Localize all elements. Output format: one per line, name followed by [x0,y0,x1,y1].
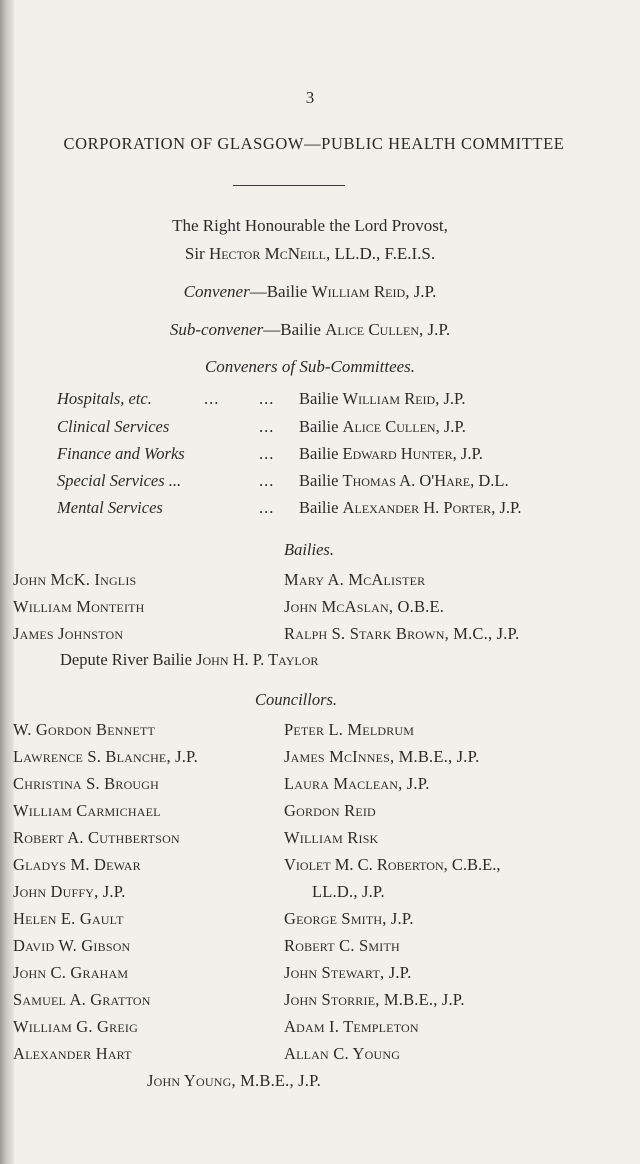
convener-name: William Reid [342,389,436,408]
convener-suffix: , J.P. [435,417,466,436]
page-spine-shadow [0,0,14,1164]
leader-dots: ... [204,389,220,408]
provost-line-1: The Right Honourable the Lord Provost, [172,216,448,235]
convener-suffix: , J.P. [491,498,522,517]
councillor-name: Allan C. Young [284,1044,401,1063]
councillor-name: W. Gordon Bennett [13,720,156,739]
councillor-name: Gordon Reid [284,801,376,820]
convener-line [0,282,620,302]
councillor-name: Alexander Hart [13,1044,132,1063]
councillor-name: William Carmichael [13,801,161,820]
convener-prefix: —Bailie [249,282,312,301]
leader-dots: ... [259,444,275,463]
bailie-name: John McAslan, O.B.E. [284,597,445,616]
bailie-title: Bailie [299,471,343,490]
conveners-heading: Conveners of Sub-Committees. [204,357,416,376]
provost-title: Sir [184,244,209,263]
provost-name: Hector McNeill [208,244,326,263]
bailie-name: James Johnston [13,624,124,643]
councillor-name: Lawrence S. Blanche, J.P. [13,747,198,766]
councillor-name: John Storrie, M.B.E., J.P. [284,990,465,1009]
councillor-name: Samuel A. Gratton [13,990,151,1009]
sub-convener-role: Sub-convener [169,320,264,339]
bailies-heading: Bailies. [284,540,334,559]
councillor-name: John Stewart, J.P. [284,963,412,982]
convener-suffix: , J.P. [452,444,483,463]
convener-suffix: , J.P. [435,389,466,408]
sub-convener-prefix: —Bailie [263,320,326,339]
councillor-name: John C. Graham [13,963,129,982]
sub-convener-name: Alice Cullen [325,320,419,339]
bailie-title: Bailie [299,444,343,463]
sub-committee-convener [299,471,509,491]
depute-name: John H. P. Taylor [196,650,319,669]
councillor-name: Peter L. Meldrum [284,720,415,739]
depute-river-bailie [60,650,318,670]
bailie-name: Mary A. McAlister [284,570,426,589]
councillor-name: David W. Gibson [13,936,131,955]
councillor-name: James McInnes, M.B.E., J.P. [284,747,480,766]
councillor-name: Christina S. Brough [13,774,160,793]
bailie-title: Bailie [299,498,343,517]
sub-committee-label: Clinical Services [57,417,170,436]
convener-suffix: , D.L. [470,471,509,490]
bailie-title: Bailie [299,389,343,408]
councillor-name: William G. Greig [13,1017,138,1036]
councillor-name: Robert C. Smith [284,936,400,955]
committee-title: CORPORATION OF GLASGOW—PUBLIC HEALTH COMMITTEE [63,134,565,153]
convener-name: Alice Cullen [342,417,436,436]
councillor-name: Adam I. Templeton [284,1017,419,1036]
councillor-name: Helen E. Gault [13,909,124,928]
sub-committee-convener [299,498,521,518]
convener-name: Alexander H. Porter [342,498,492,517]
sub-committee-label: Hospitals, etc. [57,389,152,408]
bailie-name: John McK. Inglis [13,570,137,589]
convener-role: Convener [183,282,250,301]
sub-committee-label: Finance and Works [57,444,185,463]
councillor-name: Laura Maclean, J.P. [284,774,430,793]
convener-suffix: , J.P. [405,282,437,301]
bailie-name: William Monteith [13,597,145,616]
convener-name: Edward Hunter [342,444,453,463]
councillor-name: William Risk [284,828,379,847]
sub-committee-label: Special Services ... [57,471,182,490]
convener-name: William Reid [311,282,406,301]
page-number: 3 [305,88,315,107]
councillor-name: John Duffy, J.P. [13,882,126,901]
leader-dots: ... [259,498,275,517]
sub-convener-suffix: , J.P. [419,320,451,339]
councillor-name: Gladys M. Dewar [13,855,141,874]
convener-name: Thomas A. O'Hare [342,471,471,490]
sub-committee-convener [299,444,483,464]
bailie-title: Bailie [299,417,343,436]
leader-dots: ... [259,389,275,408]
leader-dots: ... [259,471,275,490]
sub-committee-label: Mental Services [57,498,163,517]
provost-qualifications: , LL.D., F.E.I.S. [325,244,436,263]
councillor-name: George Smith, J.P. [284,909,414,928]
depute-title: Depute River Bailie [60,650,197,669]
title-divider [233,185,345,186]
sub-committee-convener [299,389,466,409]
bailie-name: Ralph S. Stark Brown, M.C., J.P. [284,624,520,643]
sub-convener-line [0,320,620,340]
councillor-name-continued: LL.D., J.P. [312,882,385,901]
councillors-heading: Councillors. [255,690,338,709]
leader-dots: ... [259,417,275,436]
councillor-name: Violet M. C. Roberton, C.B.E., [284,855,501,874]
sub-committee-convener [299,417,466,437]
provost-line-2 [0,244,620,264]
councillor-name: Robert A. Cuthbertson [13,828,180,847]
councillor-name-final: John Young, M.B.E., J.P. [147,1071,321,1090]
